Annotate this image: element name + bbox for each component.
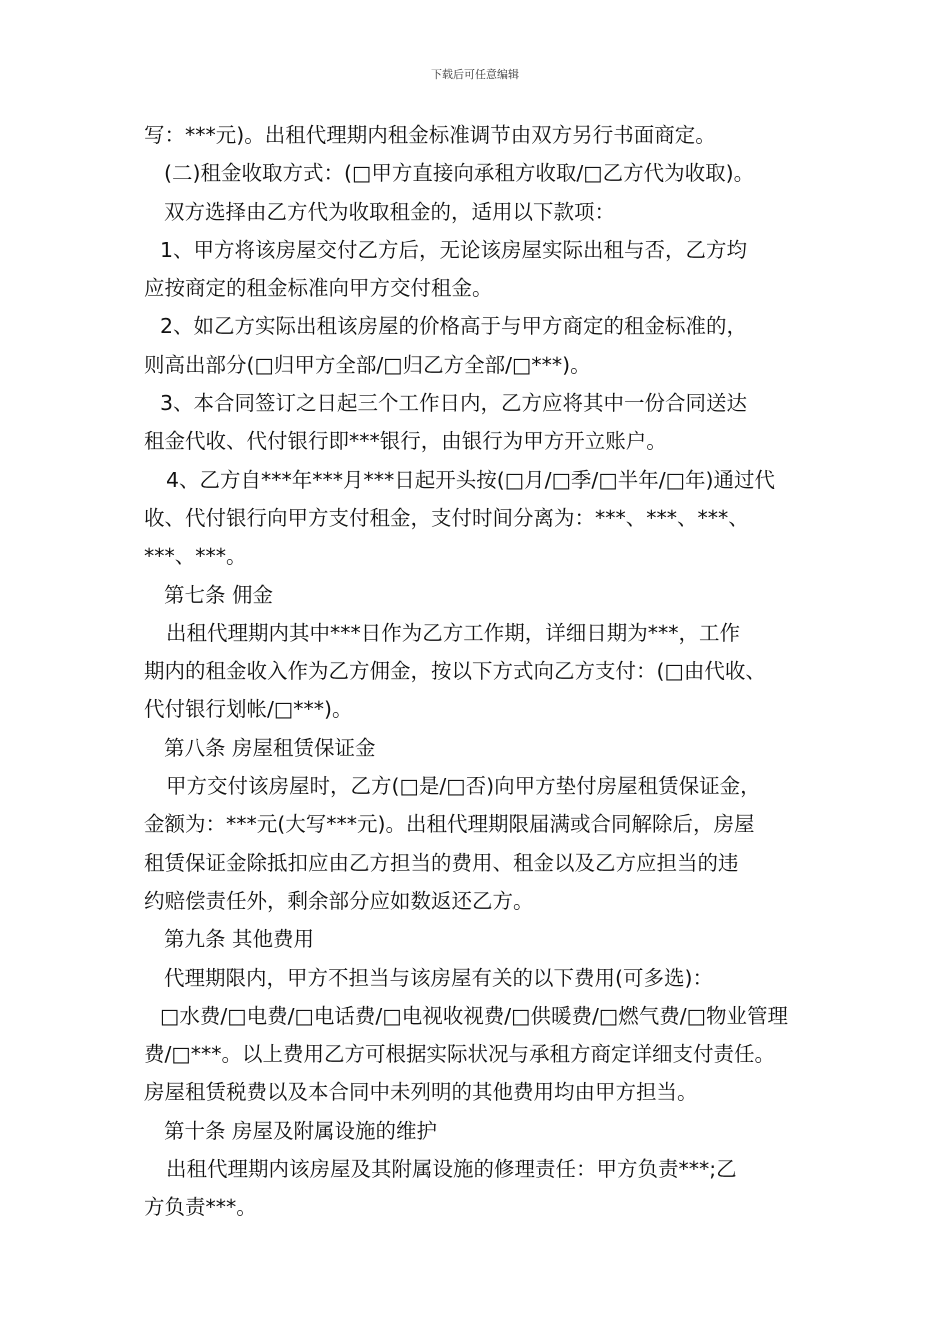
text-line: 第七条 佣金 [164, 582, 274, 607]
text-line: 1、甲方将该房屋交付乙方后，无论该房屋实际出租与否，乙方均 [160, 237, 748, 262]
text-line: (二)租金收取方式：(□甲方直接向承租方收取/□乙方代为收取)。 [164, 161, 755, 186]
text-line: 4、乙方自***年***月***日起开头按(□月/□季/□半年/□年)通过代 [166, 467, 775, 492]
text-line: 双方选择由乙方代为收取租金的，适用以下款项： [164, 199, 615, 224]
text-line: ***、***。 [144, 544, 247, 569]
document-body [144, 116, 824, 1227]
text-line: 约赔偿责任外，剩余部分应如数返还乙方。 [144, 888, 534, 913]
page-header: 下载后可任意编辑 [431, 68, 519, 81]
text-line: 租金代收、代付银行即***银行，由银行为甲方开立账户。 [144, 429, 667, 454]
text-line: 费/□***。以上费用乙方可根据实际状况与承租方商定详细支付责任。 [144, 1042, 776, 1067]
text-line: 则高出部分(□归甲方全部/□归乙方全部/□***)。 [144, 352, 591, 377]
text-line: 2、如乙方实际出租该房屋的价格高于与甲方商定的租金标准的， [160, 314, 748, 339]
text-line: 代付银行划帐/□***)。 [144, 697, 353, 722]
text-line: 第九条 其他费用 [164, 927, 315, 952]
text-line: 应按商定的租金标准向甲方交付租金。 [144, 276, 493, 301]
text-line: 甲方交付该房屋时，乙方(□是/□否)向甲方垫付房屋租赁保证金， [166, 774, 761, 799]
text-line: 收、代付银行向甲方支付租金，支付时间分离为：***、***、***、 [144, 505, 749, 530]
text-line: 第八条 房屋租赁保证金 [164, 735, 376, 760]
text-line: 房屋租赁税费以及本合同中未列明的其他费用均由甲方担当。 [144, 1080, 698, 1105]
text-line: 期内的租金收入作为乙方佣金，按以下方式向乙方支付：(□由代收、 [144, 659, 766, 684]
text-line: 代理期限内，甲方不担当与该房屋有关的以下费用(可多选)： [164, 965, 713, 990]
text-line: 出租代理期内其中***日作为乙方工作期，详细日期为***，工作 [166, 620, 740, 645]
text-line: 3、本合同签订之日起三个工作日内，乙方应将其中一份合同送达 [160, 391, 748, 416]
text-line: 方负责***。 [144, 1195, 257, 1220]
text-line: 租赁保证金除抵扣应由乙方担当的费用、租金以及乙方应担当的违 [144, 850, 739, 875]
text-line: 金额为：***元(大写***元)。出租代理期限届满或合同解除后，房屋 [144, 812, 755, 837]
text-line: □水费/□电费/□电话费/□电视收视费/□供暖费/□燃气费/□物业管理 [160, 1003, 789, 1028]
text-line: 出租代理期内该房屋及其附属设施的修理责任：甲方负责***;乙 [166, 1157, 737, 1182]
text-line: 第十条 房屋及附属设施的维护 [164, 1118, 438, 1143]
text-line: 写：***元)。出租代理期内租金标准调节由双方另行书面商定。 [144, 123, 716, 147]
